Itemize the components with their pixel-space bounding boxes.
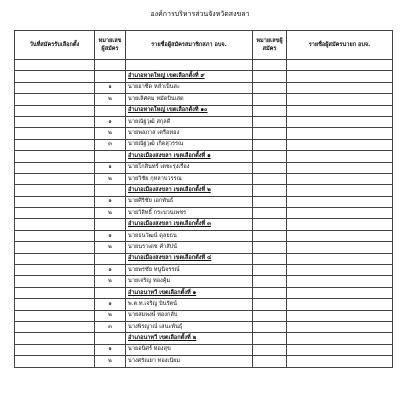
date-cell [15,276,95,287]
table-row [15,60,393,71]
district-row [15,151,393,162]
date-cell [15,185,95,196]
date-cell [15,173,95,184]
mayor-name-cell [287,219,393,230]
candidates-table [14,30,393,368]
table-row [15,173,393,184]
mayor-name-cell [287,287,393,298]
candidate-number-cell: ๑ [95,82,126,93]
mayor-name-cell [287,321,393,332]
table-row [15,276,393,287]
candidate-number-cell [95,151,126,162]
district-label: อำเภอเมืองสงขลา เขตเลือกตั้งที่ ๓ [126,219,253,230]
header-mayor-candidate-names: รายชื่อผู้สมัครนายก อบจ. [287,31,393,60]
candidate-number-cell: ๒ [95,173,126,184]
date-cell [15,208,95,219]
mayor-number-cell [253,265,287,276]
date-cell [15,162,95,173]
district-row [15,219,393,230]
mayor-name-cell [287,310,393,321]
candidate-number-cell: ๑ [95,230,126,241]
header-council-candidate-names: รายชื่อผู้สมัครสมาชิกสภา อบจ. [126,31,253,60]
candidate-name-cell: นายอาซีด หลำเบ็นสะ [126,82,253,93]
header-council-candidate-number: หมายเลขผู้สมัคร [95,31,126,60]
mayor-number-cell [253,82,287,93]
mayor-name-cell [287,162,393,173]
candidate-number-cell [95,253,126,264]
mayor-number-cell [253,321,287,332]
header-registration-date: วันที่สมัครรับเลือกตั้ง [15,31,95,60]
date-cell [15,139,95,150]
district-row [15,105,393,116]
table-row [15,94,393,105]
mayor-name-cell [287,265,393,276]
candidate-name-cell: นายณัฐวุฒิ สกุลดี [126,116,253,127]
table-row [15,265,393,276]
candidate-number-cell [95,333,126,344]
mayor-number-cell [253,208,287,219]
candidate-number-cell: ๑ [95,116,126,127]
mayor-name-cell [287,208,393,219]
table-row [15,128,393,139]
date-cell [15,333,95,344]
candidate-name-cell: นายพลภาส เครือทอง [126,128,253,139]
mayor-number-cell [253,71,287,82]
district-row [15,287,393,298]
header-mayor-candidate-number: หมายเลขผู้สมัคร [253,31,287,60]
mayor-number-cell [253,344,287,355]
mayor-name-cell [287,185,393,196]
district-label: อำเภอหาดใหญ่ เขตเลือกตั้งที่ ๙ [126,71,253,82]
candidate-number-cell: ๓ [95,139,126,150]
mayor-name-cell [287,333,393,344]
candidate-name-cell: นายวิชัย กุหลาบวรรณ [126,173,253,184]
table-row [15,230,393,241]
candidate-name-cell: นางศรัณยา ทองเนียม [126,356,253,367]
candidate-number-cell [95,219,126,230]
mayor-number-cell [253,128,287,139]
candidate-name-cell: นายวิสิทธิ์ กระบวนเพชร [126,208,253,219]
date-cell [15,310,95,321]
table-row [15,299,393,310]
candidate-name-cell: นายเลิศคม หมัดบินเสด [126,94,253,105]
mayor-name-cell [287,230,393,241]
table-header-row [15,31,393,60]
district-label: อำเภอเมืองสงขลา เขตเลือกตั้งที่ ๑ [126,151,253,162]
district-label: อำเภอเมืองสงขลา เขตเลือกตั้งที่ ๒ [126,185,253,196]
mayor-name-cell [287,344,393,355]
date-cell [15,253,95,264]
table-row [15,208,393,219]
date-cell [15,321,95,332]
table-row [15,242,393,253]
candidate-number-cell [95,105,126,116]
candidate-number-cell: ๑ [95,196,126,207]
mayor-name-cell [287,60,393,71]
candidate-name-cell [126,60,253,71]
district-row [15,333,393,344]
mayor-name-cell [287,116,393,127]
candidate-name-cell: นายเจริญ ทองคุ้ม [126,276,253,287]
district-label: อำเภอเมืองสงขลา เขตเลือกตั้งที่ ๔ [126,253,253,264]
candidate-number-cell: ๒ [95,310,126,321]
mayor-number-cell [253,185,287,196]
district-row [15,253,393,264]
candidate-number-cell: ๒ [95,242,126,253]
candidate-number-cell: ๑ [95,344,126,355]
candidate-name-cell: นายอนิศร์ ทองสุข [126,344,253,355]
mayor-name-cell [287,356,393,367]
mayor-number-cell [253,276,287,287]
mayor-number-cell [253,151,287,162]
mayor-number-cell [253,105,287,116]
mayor-name-cell [287,173,393,184]
date-cell [15,219,95,230]
mayor-number-cell [253,310,287,321]
mayor-name-cell [287,253,393,264]
candidate-number-cell [95,185,126,196]
candidate-name-cell: นางพิรญาณ์ เสนะพันธุ์ [126,321,253,332]
candidate-number-cell [95,60,126,71]
date-cell [15,151,95,162]
mayor-name-cell [287,71,393,82]
district-label: อำเภอนาทวี เขตเลือกตั้งที่ ๒ [126,333,253,344]
mayor-name-cell [287,242,393,253]
date-cell [15,299,95,310]
date-cell [15,265,95,276]
date-cell [15,196,95,207]
mayor-number-cell [253,162,287,173]
mayor-name-cell [287,139,393,150]
district-label: อำเภอหาดใหญ่ เขตเลือกตั้งที่ ๑๐ [126,105,253,116]
candidate-name-cell: นายโกสินทร์ เตชะรุ่งเรือง [126,162,253,173]
candidate-number-cell: ๒ [95,94,126,105]
date-cell [15,116,95,127]
date-cell [15,356,95,367]
candidate-name-cell: นายนราเดช คำสัปน์ [126,242,253,253]
table-row [15,356,393,367]
district-row [15,185,393,196]
mayor-name-cell [287,128,393,139]
mayor-number-cell [253,94,287,105]
candidate-number-cell [95,287,126,298]
mayor-number-cell [253,173,287,184]
document-title: องค์การบริหารส่วนจังหวัดสงขลา [150,10,250,18]
candidate-number-cell: ๓ [95,321,126,332]
candidate-name-cell: นายศิริชัย เอกพันธ์ [126,196,253,207]
candidate-number-cell: ๑ [95,162,126,173]
mayor-number-cell [253,253,287,264]
mayor-number-cell [253,139,287,150]
date-cell [15,128,95,139]
candidate-name-cell: นายพรชัย หนูนิจรรณ์ [126,265,253,276]
candidate-number-cell [95,71,126,82]
date-cell [15,344,95,355]
table-row [15,321,393,332]
candidate-number-cell: ๑ [95,299,126,310]
candidate-number-cell: ๒ [95,208,126,219]
date-cell [15,242,95,253]
candidate-name-cell: นายธนวัฒน์ ดุลยธน [126,230,253,241]
mayor-number-cell [253,356,287,367]
district-row [15,71,393,82]
mayor-name-cell [287,276,393,287]
table-row [15,162,393,173]
date-cell [15,82,95,93]
date-cell [15,105,95,116]
mayor-number-cell [253,230,287,241]
candidate-number-cell: ๒ [95,276,126,287]
mayor-number-cell [253,299,287,310]
mayor-name-cell [287,82,393,93]
mayor-name-cell [287,94,393,105]
mayor-name-cell [287,196,393,207]
mayor-number-cell [253,333,287,344]
mayor-number-cell [253,219,287,230]
table-row [15,344,393,355]
table-row [15,116,393,127]
table-row [15,196,393,207]
mayor-number-cell [253,116,287,127]
date-cell [15,71,95,82]
date-cell [15,60,95,71]
mayor-number-cell [253,196,287,207]
mayor-name-cell [287,151,393,162]
mayor-name-cell [287,299,393,310]
candidate-name-cell: นายสมพงษ์ ทองกลับ [126,310,253,321]
date-cell [15,94,95,105]
table-row [15,82,393,93]
candidate-name-cell: พ.ต.ท.เจริญ บินรัตน์ [126,299,253,310]
candidate-number-cell: ๑ [95,265,126,276]
candidate-number-cell: ๒ [95,356,126,367]
candidate-name-cell: นายณัฐวุฒิ เกิดสุวรรณ [126,139,253,150]
date-cell [15,287,95,298]
date-cell [15,230,95,241]
mayor-number-cell [253,60,287,71]
table-row [15,139,393,150]
mayor-number-cell [253,242,287,253]
district-label: อำเภอนาทวี เขตเลือกตั้งที่ ๑ [126,287,253,298]
candidate-number-cell: ๒ [95,128,126,139]
mayor-number-cell [253,287,287,298]
table-row [15,310,393,321]
mayor-name-cell [287,105,393,116]
